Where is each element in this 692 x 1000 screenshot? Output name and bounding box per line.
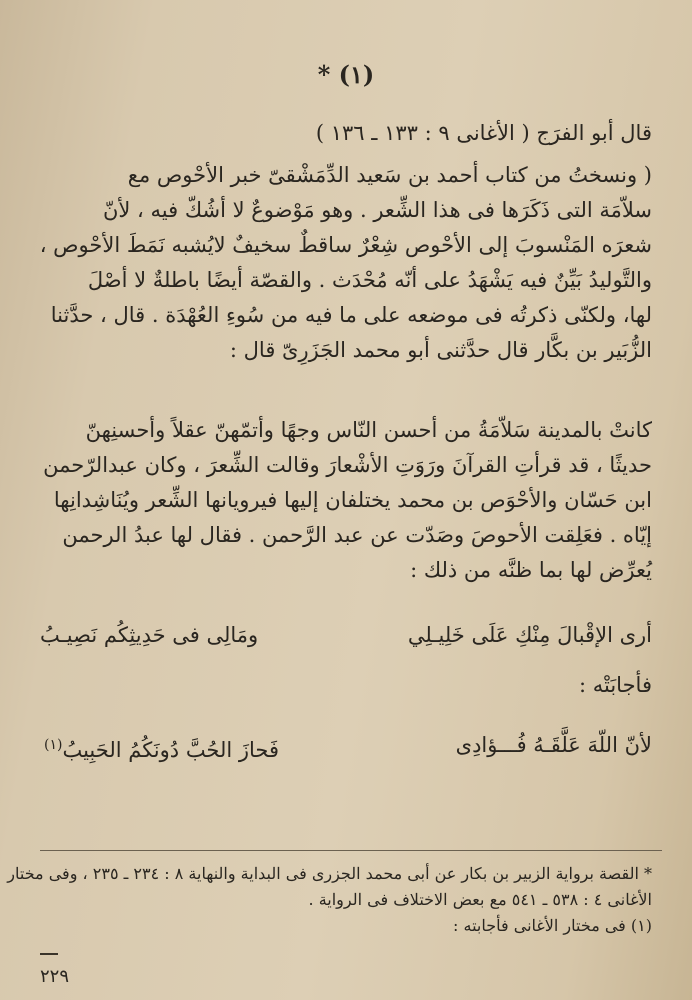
text-line: يُعرِّض لها بما ظنَّه من ذلك : [410,558,652,582]
footnote-line: الأغانى ٤ : ٥٣٨ ـ ٥٤١ مع بعض الاختلاف فى الرواية . [308,890,652,909]
text-line: لها، ولكنّى ذكرتُه فى موضعه على ما فيه من سُوءِ العُهْدَة . قال ، حدَّثنا [50,303,652,327]
footnote-line: (١) فى مختار الأغانى فأجابته : [453,916,652,935]
text-line: شعرَه المَنْسوبَ إلى الأحْوص شِعْرٌ ساقطٌ سخيفٌ لايُشبه نَمَطَ الأحْوص ، [39,233,652,257]
text-line: ابن حَسّان والأحْوَص بن محمد يختلفان إليها فيرويانها الشِّعر ويُنَاشِدانِها [53,488,652,512]
verse-1-second-hemistich: ومَالِى فى حَدِيثِكُم نَصِيـبُ [40,623,259,647]
text-line: والتَّوليدُ بَيِّنٌ فيه يَشْهَدُ على أنّه مُحْدَث . والقصّة أيضًا باطلةٌ لا أصْلَ [87,268,652,292]
verse-2-first-hemistich: لأنّ اللّهَ عَلَّقَـهُ فُـــؤادِى [455,733,652,757]
reply-intro: فأجابَتْه : [578,673,652,697]
verse-2-text: فَحازَ الحُبَّ دُونَكُمُ الحَبِيبُ [62,738,280,762]
verse-1-first-hemistich: أرى الإقْبالَ مِنْكِ عَلَى خَلِيـلِي [407,623,652,647]
verse-1 [40,620,652,650]
footnote-divider [40,850,662,851]
footnote-line: * القصة برواية الزبير بن بكار عن أبى محمد الجزرى فى البداية والنهاية ٨ : ٢٣٤ ـ ٢٣٥ ، وفى مختار [7,864,652,883]
text-line: إيّاه . فعَلِقت الأحوصَ وصَدّت عن عبد الرَّحمن . فقال لها عبدُ الرحمن [62,523,652,547]
verse-2-second-hemistich [40,730,279,765]
text-line: سلاّمَة التى ذَكَرَها فى هذا الشِّعر . وهو مَوْضوعٌ لا أشُكّ فيه ، لأنّ [102,198,652,222]
end-mark [40,953,58,955]
source-reference: قال أبو الفرَج ( الأغانى ٩ : ١٣٣ ـ ١٣٦ ) [315,121,652,145]
text-line: الزُّبَير بن بكَّار قال حدَّثنى أبو محمد الجَزَرِىّ قال : [229,338,652,362]
footnote-marker: (١) [44,737,63,753]
page-number: ٢٢٩ [40,966,70,987]
verse-2 [40,730,652,765]
section-heading: (١) * [317,60,375,89]
text-line: حديثًا ، قد قرأتِ القرآنَ ورَوَتِ الأشْعارَ وقالت الشِّعرَ ، وكان عبدالرّحمن [43,453,652,477]
text-line: كانتْ بالمدينة سَلاّمَةُ من أحسن النّاس وجهًا وأتمّهنّ عقلاً وأحسنِهنّ [85,418,652,442]
text-line: ( ونسختُ من كتاب أحمد بن سَعيد الدِّمَشْقىّ خبر الأحْوص مع [127,163,652,187]
